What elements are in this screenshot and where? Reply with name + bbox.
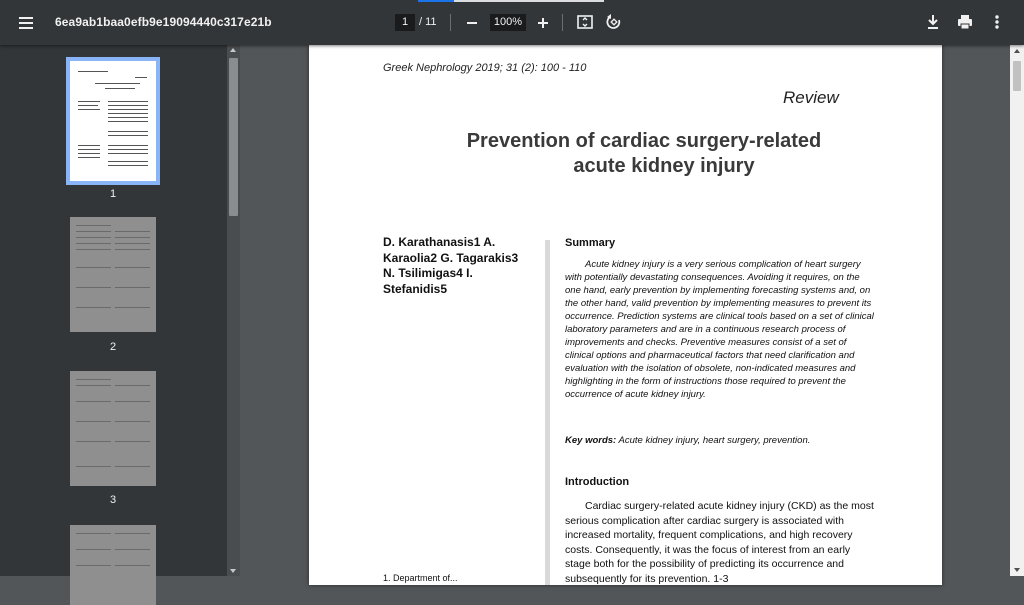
menu-icon[interactable]: [16, 12, 38, 34]
journal-citation: Greek Nephrology 2019; 31 (2): 100 - 110: [383, 62, 587, 74]
scroll-down-icon[interactable]: [1014, 568, 1020, 572]
article-title-line: Prevention of cardiac surgery-related: [466, 130, 822, 152]
load-progress-bar: [418, 0, 454, 2]
toolbar-divider: [450, 14, 451, 31]
scroll-up-icon[interactable]: [1014, 49, 1020, 53]
print-icon[interactable]: [955, 12, 975, 32]
thumbnail-sidebar: [0, 45, 240, 576]
introduction-text: Cardiac surgery-related acute kidney injury (CKD) as the most serious complication after cardiac surgery is associated with increased mortality, frequent complications, and high recovery costs. Consequently, it was the focus of interest from an early stage both for the possibility of predicting its occurrence and subsequently for its prevention. 1-3: [565, 500, 874, 585]
article-title: [439, 129, 849, 179]
page-number-input[interactable]: 1: [395, 14, 415, 31]
thumbnail-label: 1: [109, 188, 117, 200]
article-title-line: acute kidney injury: [573, 155, 755, 177]
load-progress-track: [454, 0, 604, 2]
keywords-label: Key words:: [565, 435, 617, 446]
keywords: [565, 435, 875, 446]
zoom-out-icon[interactable]: [462, 12, 482, 32]
fit-page-icon[interactable]: [576, 13, 594, 31]
page-total: / 11: [419, 16, 437, 28]
authors: D. Karathanasis1 A. Karaolia2 G. Tagarakis3 N. Tsilimigas4 I. Stefanidis5: [383, 235, 519, 296]
zoom-level-input[interactable]: 100%: [490, 14, 526, 31]
scroll-down-icon[interactable]: [230, 569, 236, 573]
document-viewer: [240, 45, 1024, 585]
download-icon[interactable]: [923, 12, 943, 32]
toolbar-divider: [562, 14, 563, 31]
document-title: 6ea9ab1baa0efb9e19094440c317e21b: [55, 15, 272, 29]
thumbnail-label: 2: [109, 341, 117, 353]
rotate-icon[interactable]: [604, 12, 624, 32]
section-label: Review: [783, 88, 839, 107]
more-vert-icon[interactable]: [987, 12, 1007, 32]
page-thumbnail[interactable]: [70, 61, 156, 181]
page-thumbnail[interactable]: [70, 371, 156, 486]
page-thumbnail[interactable]: [70, 217, 156, 332]
page-thumbnail[interactable]: [70, 525, 156, 605]
author-footnote: 1. Department of...: [383, 573, 458, 583]
zoom-in-icon[interactable]: [533, 12, 553, 32]
column-divider: [545, 240, 550, 585]
thumbnail-label: 3: [109, 494, 117, 506]
scroll-up-icon[interactable]: [230, 48, 236, 52]
sidebar-scroll-thumb[interactable]: [229, 58, 238, 216]
viewer-scrollbar[interactable]: [1010, 45, 1024, 576]
viewer-scroll-thumb[interactable]: [1013, 61, 1021, 91]
pdf-toolbar: [0, 0, 1024, 45]
introduction-heading: Introduction: [565, 476, 630, 488]
keywords-text: Acute kidney injury, heart surgery, prevention.: [616, 435, 811, 446]
pdf-page: [309, 45, 942, 585]
summary-text: Acute kidney injury is a very serious complication of heart surgery with potentially devastating consequences. Avoiding it requires, on the one hand, early prevention by implementing forecasting systems and, on the other hand, valid prevention by implementing measures to prevent its occurrence. Prediction systems are clinical tools based on a set of clinical laboratory parameters and are in a continuous research process of improvements and checks. Preventive measures consist of a set of clinical options and pharmaceutical factors that need clarification and evaluation with the isolation of obsolete, non-indicated measures and highlighting in the form of instructions those required to prevent the occurrence of acute kidney injury.: [565, 259, 874, 400]
sidebar-scrollbar[interactable]: [227, 45, 240, 576]
summary-heading: Summary: [565, 237, 616, 249]
